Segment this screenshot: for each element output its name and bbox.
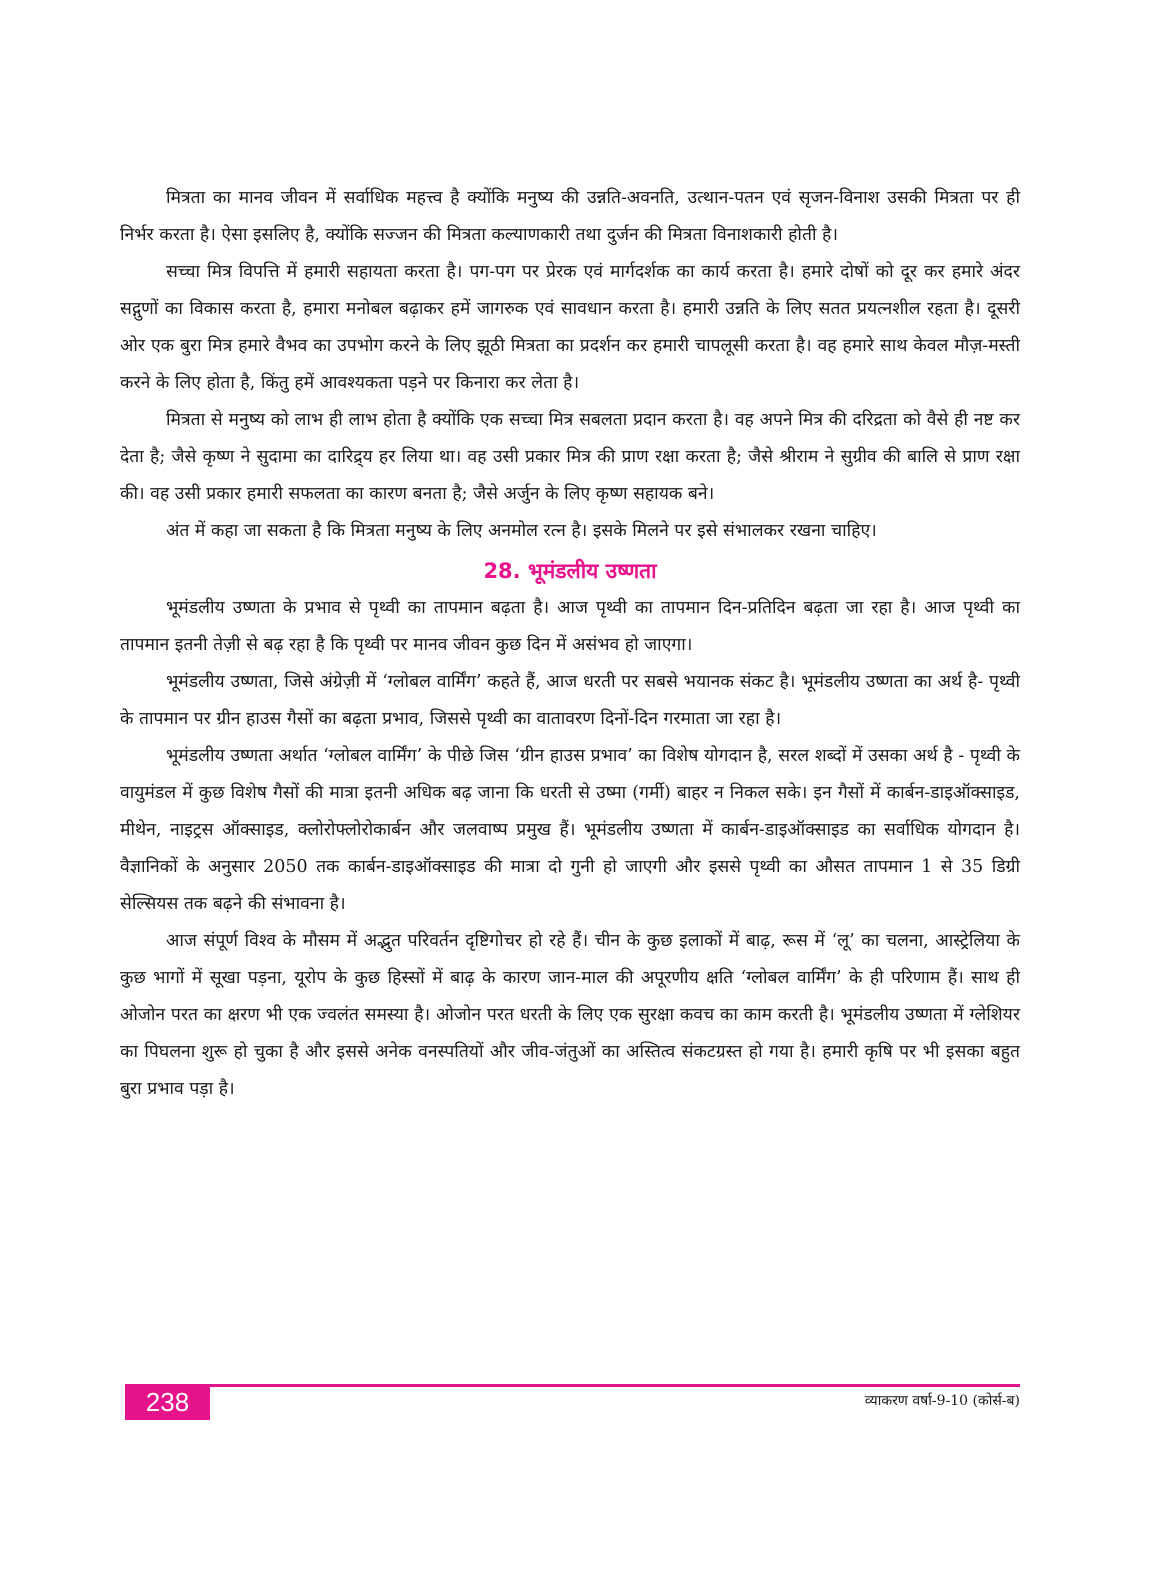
paragraph-greenhouse-effect: भूमंडलीय उष्णता अर्थात ‘ग्लोबल वार्मिंग’ के पीछे जिस ‘ग्रीन हाउस प्रभाव’ का विशेष योगदान है, सरल शब्दों में उसका अर्थ है - पृथ्वी के वायुमंडल में कुछ विशेष गैसों की मात्रा इतनी अधिक बढ़ जाना कि धरती से उष्मा (गर्मी) बाहर न निकल सके। इन गैसों में कार्बन-डाइऑक्साइड, मीथेन, नाइट्रस ऑक्साइड, क्लोरोफ्लोरोकार्बन और जलवाष्प प्रमुख हैं। भूमंडलीय उष्णता में कार्बन-डाइऑक्साइड का सर्वाधिक योगदान है। वैज्ञानिकों के अनुसार 2050 तक कार्बन-डाइऑक्साइड की मात्रा दो गुनी हो जाएगी और इससे पृथ्वी का औसत तापमान 1 से 35 डिग्री सेल्सियस तक बढ़ने की संभावना है। xyxy=(120,746,1020,914)
paragraph-friendship-benefits: मित्रता से मनुष्य को लाभ ही लाभ होता है क्योंकि एक सच्चा मित्र सबलता प्रदान करता है। वह अपने मित्र की दरिद्रता को वैसे ही नष्ट कर देता है; जैसे कृष्ण ने सुदामा का दारिद्र्य हर लिया था। वह उसी प्रकार मित्र की प्राण रक्षा करता है; जैसे श्रीराम ने सुग्रीव की बालि से प्राण रक्षा की। वह उसी प्रकार हमारी सफलता का कारण बनता है; जैसे अर्जुन के लिए कृष्ण सहायक बने। xyxy=(120,410,1020,504)
footer-rule xyxy=(125,1384,1020,1387)
page-number: 238 xyxy=(125,1384,210,1420)
paragraph-true-friend: सच्चा मित्र विपत्ति में हमारी सहायता करता है। पग-पग पर प्रेरक एवं मार्गदर्शक का कार्य करता है। हमारे दोषों को दूर कर हमारे अंदर सद्गुणों का विकास करता है, हमारा मनोबल बढ़ाकर हमें जागरुक एवं सावधान करता है। हमारी उन्नति के लिए सतत प्रयत्नशील रहता है। दूसरी ओर एक बुरा मित्र हमारे वैभव का उपभोग करने के लिए झूठी मित्रता का प्रदर्शन कर हमारी चापलूसी करता है। वह हमारे साथ केवल मौज़-मस्ती करने के लिए होता है, किंतु हमें आवश्यकता पड़ने पर किनारा कर लेता है। xyxy=(120,262,1020,393)
paragraph-climate-effects: आज संपूर्ण विश्व के मौसम में अद्भुत परिवर्तन दृष्टिगोचर हो रहे हैं। चीन के कुछ इलाकों में बाढ़, रूस में ‘लू’ का चलना, आस्ट्रेलिया के कुछ भागों में सूखा पड़ना, यूरोप के कुछ हिस्सों में बाढ़ के कारण जान-माल की अपूरणीय क्षति ‘ग्लोबल वार्मिंग’ के ही परिणाम हैं। साथ ही ओजोन परत का क्षरण भी एक ज्वलंत समस्या है। ओजोन परत धरती के लिए एक सुरक्षा कवच का काम करती है। भूमंडलीय उष्णता में ग्लेशियर का पिघलना शुरू हो चुका है और इससे अनेक वनस्पतियों और जीव-जंतुओं का अस्तित्व संकटग्रस्त हो गया है। हमारी कृषि पर भी इसका बहुत बुरा प्रभाव पड़ा है। xyxy=(120,931,1020,1099)
paragraph-friendship-conclusion: अंत में कहा जा सकता है कि मित्रता मनुष्य के लिए अनमोल रत्न है। इसके मिलने पर इसे संभालकर रखना चाहिए। xyxy=(166,521,877,541)
page-content xyxy=(120,180,1020,1108)
book-title: व्याकरण वर्षा-9-10 (कोर्स-ब) xyxy=(864,1393,1020,1409)
section-heading: 28. भूमंडलीय उष्णता xyxy=(483,559,657,583)
paragraph-warming-meaning: भूमंडलीय उष्णता, जिसे अंग्रेज़ी में ‘ग्लोबल वार्मिंग’ कहते हैं, आज धरती पर सबसे भयानक संकट है। भूमंडलीय उष्णता का अर्थ है- पृथ्वी के तापमान पर ग्रीन हाउस गैसों का बढ़ता प्रभाव, जिससे पृथ्वी का वातावरण दिनों-दिन गरमाता जा रहा है। xyxy=(120,672,1020,729)
paragraph-warming-intro: भूमंडलीय उष्णता के प्रभाव से पृथ्वी का तापमान बढ़ता है। आज पृथ्वी का तापमान दिन-प्रतिदिन बढ़ता जा रहा है। आज पृथ्वी का तापमान इतनी तेज़ी से बढ़ रहा है कि पृथ्वी पर मानव जीवन कुछ दिन में असंभव हो जाएगा। xyxy=(120,598,1020,655)
paragraph-friendship-importance: मित्रता का मानव जीवन में सर्वाधिक महत्त्व है क्योंकि मनुष्य की उन्नति-अवनति, उत्थान-पतन एवं सृजन-विनाश उसकी मित्रता पर ही निर्भर करता है। ऐसा इसलिए है, क्योंकि सज्जन की मित्रता कल्याणकारी तथा दुर्जन की मित्रता विनाशकारी होती है। xyxy=(120,188,1020,245)
